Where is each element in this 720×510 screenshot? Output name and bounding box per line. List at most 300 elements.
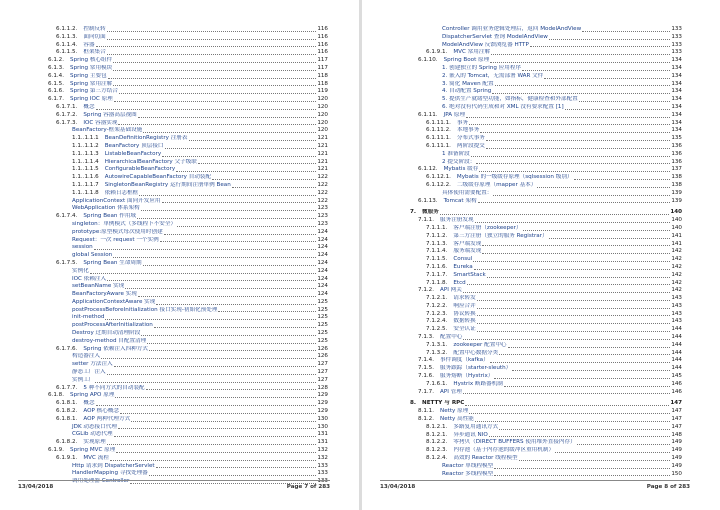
toc-entry[interactable] bbox=[40, 439, 328, 447]
toc-entry[interactable] bbox=[410, 357, 682, 365]
toc-dot-leader bbox=[465, 404, 669, 406]
toc-dot-leader bbox=[482, 244, 670, 246]
toc-entry-page: 139 bbox=[671, 189, 682, 196]
toc-entry[interactable] bbox=[410, 350, 682, 358]
toc-entry-page: 142 bbox=[671, 256, 682, 263]
toc-entry[interactable] bbox=[40, 190, 328, 198]
toc-dot-leader bbox=[164, 233, 317, 235]
toc-entry[interactable] bbox=[410, 88, 682, 96]
toc-entry-page: 126 bbox=[317, 353, 328, 360]
toc-entry-page: 142 bbox=[671, 263, 682, 270]
toc-entry[interactable] bbox=[410, 280, 682, 288]
toc-entry-title: 概念 bbox=[83, 400, 95, 407]
toc-entry-number: 7.1.7. bbox=[418, 388, 435, 395]
toc-dot-leader bbox=[113, 61, 316, 63]
toc-entry-page: 116 bbox=[317, 41, 328, 48]
toc-entry[interactable] bbox=[410, 217, 682, 225]
toc-entry-page: 138 bbox=[671, 174, 682, 181]
toc-entry-page: 147 bbox=[671, 408, 682, 415]
toc-entry-page: 143 bbox=[671, 310, 682, 317]
toc-entry-title: singleton：单例模式（多线程下不安全） bbox=[72, 220, 177, 227]
footer-page-label: Page 8 of 283 bbox=[646, 484, 690, 490]
toc-entry[interactable] bbox=[410, 57, 682, 65]
toc-entry-page: 147 bbox=[671, 416, 682, 423]
toc-dot-leader bbox=[147, 342, 316, 344]
toc-dot-leader bbox=[149, 474, 317, 476]
toc-entry-title: 配置中心 bbox=[440, 334, 463, 341]
toc-entry-title: HandlerMapping 寻找处理器 bbox=[72, 470, 148, 477]
toc-entry-title: Spring MVC 原理 bbox=[70, 447, 116, 454]
toc-entry[interactable] bbox=[410, 233, 682, 241]
toc-entry[interactable] bbox=[40, 244, 328, 252]
toc-entry[interactable] bbox=[40, 338, 328, 346]
toc-entry[interactable] bbox=[40, 424, 328, 432]
toc-entry-title: SmartStack bbox=[453, 271, 486, 278]
toc-entry[interactable] bbox=[410, 439, 682, 447]
toc-dot-leader bbox=[107, 53, 317, 55]
toc-entry[interactable] bbox=[410, 287, 682, 295]
toc-entry-number: 6.1.3. bbox=[48, 64, 65, 71]
toc-entry[interactable] bbox=[40, 314, 328, 322]
toc-entry[interactable] bbox=[410, 166, 682, 174]
toc-entry-page: 127 bbox=[317, 369, 328, 376]
toc-dot-leader bbox=[95, 381, 316, 383]
toc-entry[interactable] bbox=[410, 303, 682, 311]
toc-entry-number: 6.1.12.2. bbox=[426, 181, 451, 188]
toc-entry-title: Etcd bbox=[453, 279, 466, 286]
toc-entry[interactable] bbox=[410, 190, 682, 198]
toc-entry-number: 1.1..1.1.5 bbox=[72, 166, 99, 173]
toc-entry[interactable] bbox=[40, 291, 328, 299]
toc-dot-leader bbox=[482, 252, 670, 254]
toc-entry[interactable] bbox=[40, 135, 328, 143]
toc-dot-leader bbox=[94, 248, 317, 250]
toc-entry-title: DispatcherServlet 查询 ModelAndView bbox=[442, 33, 548, 40]
toc-entry[interactable] bbox=[40, 276, 328, 284]
toc-entry[interactable] bbox=[40, 346, 328, 354]
toc-entry-title: AutowireCapableBeanFactory 自动装配 bbox=[104, 174, 212, 181]
toc-entry-number: 1.1..1.1.6 bbox=[72, 174, 99, 181]
toc-entry-title: SingletonBeanRegistry 运行期间注册单例 Bean bbox=[104, 181, 231, 188]
toc-entry-page: 120 bbox=[317, 96, 328, 103]
footer-date: 13/04/2018 bbox=[380, 484, 416, 490]
toc-entry-number: 7.1.1.4. bbox=[426, 248, 448, 255]
toc-dot-leader bbox=[177, 225, 316, 227]
toc-entry[interactable] bbox=[410, 120, 682, 128]
toc-entry[interactable] bbox=[410, 326, 682, 334]
toc-entry-number: 8.1.1. bbox=[418, 408, 435, 415]
toc-dot-leader bbox=[494, 377, 670, 379]
toc-entry[interactable] bbox=[40, 49, 328, 57]
toc-entry[interactable] bbox=[410, 174, 682, 182]
toc-entry[interactable] bbox=[410, 264, 682, 272]
toc-entry-page: 133 bbox=[317, 462, 328, 469]
toc-entry[interactable] bbox=[40, 73, 328, 81]
toc-entry-title: BeanDefinitionRegistry 注册表 bbox=[104, 135, 188, 142]
toc-entry-page: 125 bbox=[317, 337, 328, 344]
toc-entry[interactable] bbox=[410, 400, 682, 408]
toc-entry-page: 121 bbox=[317, 142, 328, 149]
toc-entry-page: 124 bbox=[317, 291, 328, 298]
toc-entry-number: 8.1.2. bbox=[418, 416, 435, 423]
toc-entry-title: Spring Bean 生命周期 bbox=[83, 259, 142, 266]
toc-entry-page: 142 bbox=[671, 279, 682, 286]
toc-entry[interactable] bbox=[40, 159, 328, 167]
toc-entry-title: 配置中心数据分类 bbox=[453, 349, 499, 356]
toc-entry[interactable] bbox=[40, 377, 328, 385]
toc-entry[interactable] bbox=[410, 365, 682, 373]
toc-dot-leader bbox=[530, 45, 670, 47]
toc-entry[interactable] bbox=[410, 318, 682, 326]
toc-entry-page: 143 bbox=[671, 295, 682, 302]
toc-entry[interactable] bbox=[40, 143, 328, 151]
toc-entry-title: ApplicationContext 面向开发应用 bbox=[72, 197, 161, 204]
toc-entry[interactable] bbox=[40, 237, 328, 245]
toc-entry-page: 140 bbox=[670, 209, 682, 216]
toc-entry-page: 121 bbox=[317, 150, 328, 157]
toc-dot-leader bbox=[96, 108, 317, 110]
toc-entry-title: 多路复用通讯方式 bbox=[453, 423, 499, 430]
toc-entry[interactable] bbox=[40, 34, 328, 42]
toc-entry-page: 121 bbox=[317, 135, 328, 142]
toc-entry-number: 7.1.1.7. bbox=[426, 271, 448, 278]
toc-entry-number: 6.1.12. bbox=[418, 166, 438, 173]
toc-entry[interactable] bbox=[410, 34, 682, 42]
toc-dot-leader bbox=[463, 338, 670, 340]
toc-entry[interactable] bbox=[410, 96, 682, 104]
toc-entry[interactable] bbox=[410, 408, 682, 416]
toc-entry[interactable] bbox=[40, 65, 328, 73]
toc-dot-leader bbox=[544, 77, 670, 79]
toc-entry-title: 面向切面 bbox=[83, 33, 106, 40]
toc-dot-leader bbox=[90, 272, 317, 274]
toc-entry[interactable] bbox=[410, 49, 682, 57]
toc-entry[interactable] bbox=[410, 135, 682, 143]
toc-entry-page: 129 bbox=[317, 392, 328, 399]
toc-entry[interactable] bbox=[410, 81, 682, 89]
toc-entry-page: 133 bbox=[671, 33, 682, 40]
toc-dot-leader bbox=[189, 139, 317, 141]
toc-entry-title: 实例工厂 bbox=[72, 376, 95, 383]
toc-entry[interactable] bbox=[40, 221, 328, 229]
toc-entry-number: 1.1..1.1.3 bbox=[72, 150, 99, 157]
toc-dot-leader bbox=[477, 330, 671, 332]
toc-entry-title: 数据转换 bbox=[453, 318, 476, 325]
toc-entry-page: 135 bbox=[671, 135, 682, 142]
toc-entry-number: 7.1.3.1. bbox=[426, 341, 448, 348]
toc-entry[interactable] bbox=[40, 322, 328, 330]
toc-entry-page: 149 bbox=[671, 439, 682, 446]
toc-entry[interactable] bbox=[40, 88, 328, 96]
toc-entry[interactable] bbox=[410, 42, 682, 50]
toc-entry-page: 149 bbox=[671, 462, 682, 469]
toc-entry[interactable] bbox=[40, 229, 328, 237]
toc-dot-leader bbox=[107, 279, 316, 281]
toc-entry-page: 123 bbox=[317, 205, 328, 212]
toc-entry-number: 7.1.2.2. bbox=[426, 302, 448, 309]
toc-entry[interactable] bbox=[410, 342, 682, 350]
toc-entry-page: 150 bbox=[671, 470, 682, 477]
toc-entry[interactable] bbox=[410, 112, 682, 120]
toc-entry[interactable] bbox=[410, 455, 682, 463]
toc-entry[interactable] bbox=[40, 455, 328, 463]
toc-entry[interactable] bbox=[410, 182, 682, 190]
toc-entry[interactable] bbox=[410, 295, 682, 303]
toc-dot-leader bbox=[466, 116, 670, 118]
toc-entry[interactable] bbox=[410, 311, 682, 319]
toc-entry[interactable] bbox=[40, 151, 328, 159]
toc-entry[interactable] bbox=[40, 96, 328, 104]
toc-dot-leader bbox=[141, 209, 317, 211]
toc-entry-page: 116 bbox=[317, 49, 328, 56]
toc-dot-leader bbox=[138, 116, 317, 118]
toc-entry-page: 133 bbox=[671, 41, 682, 48]
toc-entry-title: Mybatis 的一级缓存原理（sqlsession 级别） bbox=[456, 174, 573, 181]
toc-entry[interactable] bbox=[40, 283, 328, 291]
toc-entry[interactable] bbox=[40, 120, 328, 128]
toc-entry-number: 6.1.4. bbox=[48, 72, 65, 79]
toc-dot-leader bbox=[96, 404, 317, 406]
toc-entry[interactable] bbox=[40, 416, 328, 424]
toc-entry[interactable] bbox=[40, 57, 328, 65]
toc-entry-number: 6.1.1.5. bbox=[56, 49, 78, 56]
toc-entry-title: setter 方法注入 bbox=[72, 361, 113, 368]
toc-entry-title: JDK 动态接口代理 bbox=[72, 423, 117, 430]
toc-entry[interactable] bbox=[410, 143, 682, 151]
toc-entry-page: 143 bbox=[671, 302, 682, 309]
toc-entry[interactable] bbox=[410, 416, 682, 424]
toc-entry-page: 124 bbox=[317, 228, 328, 235]
page-footer bbox=[380, 484, 690, 494]
toc-entry-title: 客户端注册（zookeeper） bbox=[453, 224, 522, 231]
toc-entry-title: global Session bbox=[72, 252, 113, 259]
toc-entry-title: WebApplication 体系架构 bbox=[72, 205, 140, 212]
toc-entry[interactable] bbox=[40, 42, 328, 50]
toc-entry-title: 服务端发现 bbox=[453, 248, 482, 255]
toc-entry[interactable] bbox=[40, 81, 328, 89]
toc-dot-leader bbox=[119, 92, 316, 94]
toc-entry-title: 依赖日志框框 bbox=[104, 189, 139, 196]
toc-entry[interactable] bbox=[410, 256, 682, 264]
toc-entry-title: Http 请求到 DispatcherServlet bbox=[72, 462, 155, 469]
toc-dot-leader bbox=[108, 77, 317, 79]
toc-entry[interactable] bbox=[410, 272, 682, 280]
toc-dot-leader bbox=[139, 194, 316, 196]
toc-entry-page: 132 bbox=[317, 454, 328, 461]
toc-dot-leader bbox=[582, 30, 670, 32]
toc-entry-page: 141 bbox=[671, 232, 682, 239]
toc-entry-page: 134 bbox=[671, 64, 682, 71]
toc-entry-title: 5. 提供生产就绪型功能，如指标，健康检查和外部配置 bbox=[442, 96, 578, 103]
toc-entry-title: Hystrix 断路器机制 bbox=[453, 380, 503, 387]
toc-entry[interactable] bbox=[40, 127, 328, 135]
toc-entry[interactable] bbox=[40, 104, 328, 112]
toc-entry[interactable] bbox=[40, 447, 328, 455]
toc-entry-number: 7.1.1.2. bbox=[426, 232, 448, 239]
toc-entry-title: 两阶段提交 bbox=[456, 142, 485, 149]
toc-entry[interactable] bbox=[410, 26, 682, 34]
toc-entry-page: 142 bbox=[671, 287, 682, 294]
toc-entry-page: 143 bbox=[671, 318, 682, 325]
toc-entry-page: 134 bbox=[671, 96, 682, 103]
toc-entry[interactable] bbox=[40, 268, 328, 276]
toc-entry-page: 124 bbox=[317, 236, 328, 243]
toc-entry[interactable] bbox=[40, 205, 328, 213]
toc-entry-title: zookeeper 配置中心 bbox=[453, 341, 507, 348]
toc-entry[interactable] bbox=[410, 127, 682, 135]
toc-entry-page: 124 bbox=[317, 252, 328, 259]
toc-entry[interactable] bbox=[410, 104, 682, 112]
toc-entry[interactable] bbox=[40, 353, 328, 361]
toc-entry-page: 120 bbox=[317, 103, 328, 110]
table-of-contents bbox=[40, 26, 328, 486]
toc-dot-leader bbox=[469, 412, 670, 414]
toc-entry-page: 144 bbox=[671, 349, 682, 356]
toc-entry-title: 事务 bbox=[456, 119, 469, 126]
toc-entry[interactable] bbox=[40, 361, 328, 369]
toc-entry[interactable] bbox=[40, 400, 328, 408]
toc-dot-leader bbox=[125, 287, 316, 289]
toc-entry-number: 6.1.8.2. bbox=[56, 439, 78, 446]
toc-dot-leader bbox=[499, 353, 670, 355]
toc-entry[interactable] bbox=[410, 198, 682, 206]
toc-entry[interactable] bbox=[40, 385, 328, 393]
toc-dot-leader bbox=[176, 170, 316, 172]
toc-entry[interactable] bbox=[410, 151, 682, 159]
toc-entry-number: 6.1.9. bbox=[48, 447, 65, 454]
toc-entry-page: 127 bbox=[317, 361, 328, 368]
toc-entry[interactable] bbox=[40, 166, 328, 174]
toc-entry[interactable] bbox=[40, 369, 328, 377]
toc-entry[interactable] bbox=[40, 252, 328, 260]
toc-dot-leader bbox=[113, 256, 316, 258]
toc-dot-leader bbox=[105, 318, 316, 320]
toc-entry[interactable] bbox=[410, 73, 682, 81]
toc-entry[interactable] bbox=[40, 392, 328, 400]
toc-entry-title: BeanFactory-框架基础设施 bbox=[72, 127, 143, 134]
toc-entry-number: 1.1..1.1.8 bbox=[72, 189, 99, 196]
toc-entry-page: 122 bbox=[317, 197, 328, 204]
toc-entry[interactable] bbox=[40, 213, 328, 221]
toc-entry[interactable] bbox=[410, 463, 682, 471]
toc-entry[interactable] bbox=[40, 330, 328, 338]
toc-entry-page: 140 bbox=[671, 217, 682, 224]
toc-entry-title: 2. 嵌入的 Tomcat，无需部署 WAR 文件 bbox=[442, 72, 544, 79]
toc-entry-number: 6.1.7.1. bbox=[56, 103, 78, 110]
toc-entry[interactable] bbox=[40, 299, 328, 307]
toc-dot-leader bbox=[107, 443, 317, 445]
toc-entry[interactable] bbox=[410, 248, 682, 256]
toc-dot-leader bbox=[471, 155, 671, 157]
toc-entry-number: 6.1.12.1. bbox=[426, 174, 451, 181]
toc-dot-leader bbox=[107, 38, 317, 40]
toc-entry-number: 6.1.1.4. bbox=[56, 41, 78, 48]
toc-entry[interactable] bbox=[40, 470, 328, 478]
toc-entry-title: 内存池（基于内存池的缓冲区重用机制） bbox=[453, 447, 555, 454]
toc-entry[interactable] bbox=[410, 381, 682, 389]
toc-entry-title: Spring 常用注解 bbox=[70, 80, 113, 87]
toc-dot-leader bbox=[131, 420, 316, 422]
footer-rule bbox=[380, 480, 690, 481]
toc-entry-title: 请求转发 bbox=[453, 295, 476, 302]
toc-dot-leader bbox=[165, 147, 317, 149]
toc-entry-number: 8.1.2.1. bbox=[426, 423, 448, 430]
toc-entry-title: ModelAndView 反馈浏览器 HTTP bbox=[442, 41, 529, 48]
toc-entry-title: 静态工厂注入 bbox=[72, 369, 106, 376]
toc-entry[interactable] bbox=[40, 431, 328, 439]
toc-entry[interactable] bbox=[410, 241, 682, 249]
toc-dot-leader bbox=[138, 295, 316, 297]
toc-entry[interactable] bbox=[410, 471, 682, 479]
toc-entry[interactable] bbox=[40, 408, 328, 416]
toc-entry-title: IOC 容器实现 bbox=[83, 119, 118, 126]
toc-dot-leader bbox=[523, 229, 671, 231]
toc-entry[interactable] bbox=[410, 209, 682, 217]
toc-entry-title: Spring 第三方结合 bbox=[70, 88, 118, 95]
toc-entry[interactable] bbox=[40, 112, 328, 120]
toc-entry-page: 147 bbox=[670, 400, 682, 407]
table-of-contents bbox=[410, 26, 682, 478]
toc-entry[interactable] bbox=[410, 159, 682, 167]
toc-entry-number: 6.1.8. bbox=[48, 392, 65, 399]
toc-entry-number: 6.1.7.7. bbox=[56, 384, 78, 391]
toc-entry[interactable] bbox=[40, 26, 328, 34]
toc-dot-leader bbox=[114, 100, 317, 102]
toc-dot-leader bbox=[491, 53, 670, 55]
toc-dot-leader bbox=[156, 466, 317, 468]
toc-entry-page: 144 bbox=[671, 365, 682, 372]
toc-entry-page: 123 bbox=[317, 213, 328, 220]
toc-entry-page: 146 bbox=[671, 388, 682, 395]
toc-entry[interactable] bbox=[410, 334, 682, 342]
toc-entry[interactable] bbox=[40, 260, 328, 268]
toc-entry[interactable] bbox=[410, 447, 682, 455]
toc-entry-page: 134 bbox=[671, 111, 682, 118]
toc-dot-leader bbox=[114, 435, 317, 437]
toc-entry-title: Reactor 多线程模型 bbox=[442, 470, 494, 477]
toc-entry[interactable] bbox=[410, 65, 682, 73]
footer-date: 13/04/2018 bbox=[18, 484, 54, 490]
toc-entry-number: 6.1.8.1. bbox=[56, 400, 78, 407]
toc-entry-page: 134 bbox=[671, 103, 682, 110]
toc-entry-title: 构造器注入 bbox=[72, 353, 100, 360]
toc-entry-page: 137 bbox=[671, 166, 682, 173]
toc-dot-leader bbox=[212, 178, 316, 180]
toc-entry-title: 事件调度（kafka） bbox=[440, 357, 489, 364]
toc-entry[interactable] bbox=[410, 389, 682, 397]
toc-entry-number: 7.1.2.5. bbox=[426, 326, 448, 333]
toc-entry-title: 3. 简化 Maven 配置 bbox=[442, 80, 494, 87]
toc-dot-leader bbox=[577, 443, 671, 445]
toc-entry-title: Spring 主要包 bbox=[70, 72, 107, 79]
toc-dot-leader bbox=[493, 194, 670, 196]
toc-entry[interactable] bbox=[410, 373, 682, 381]
toc-entry[interactable] bbox=[410, 225, 682, 233]
toc-entry[interactable] bbox=[40, 198, 328, 206]
toc-entry-title: 框架集合 bbox=[83, 49, 106, 56]
toc-entry-title: ConfigurableBeanFactory bbox=[104, 166, 176, 173]
toc-entry[interactable] bbox=[40, 307, 328, 315]
toc-entry-title: Consul bbox=[453, 256, 473, 263]
toc-entry[interactable] bbox=[40, 174, 328, 182]
toc-entry[interactable] bbox=[40, 463, 328, 471]
toc-entry-number: 8.1.2.4. bbox=[426, 455, 448, 462]
toc-entry[interactable] bbox=[410, 424, 682, 432]
toc-entry-page: 125 bbox=[317, 330, 328, 337]
toc-entry[interactable] bbox=[40, 182, 328, 190]
toc-entry-title: 实现原理 bbox=[83, 439, 106, 446]
toc-entry[interactable] bbox=[410, 432, 682, 440]
